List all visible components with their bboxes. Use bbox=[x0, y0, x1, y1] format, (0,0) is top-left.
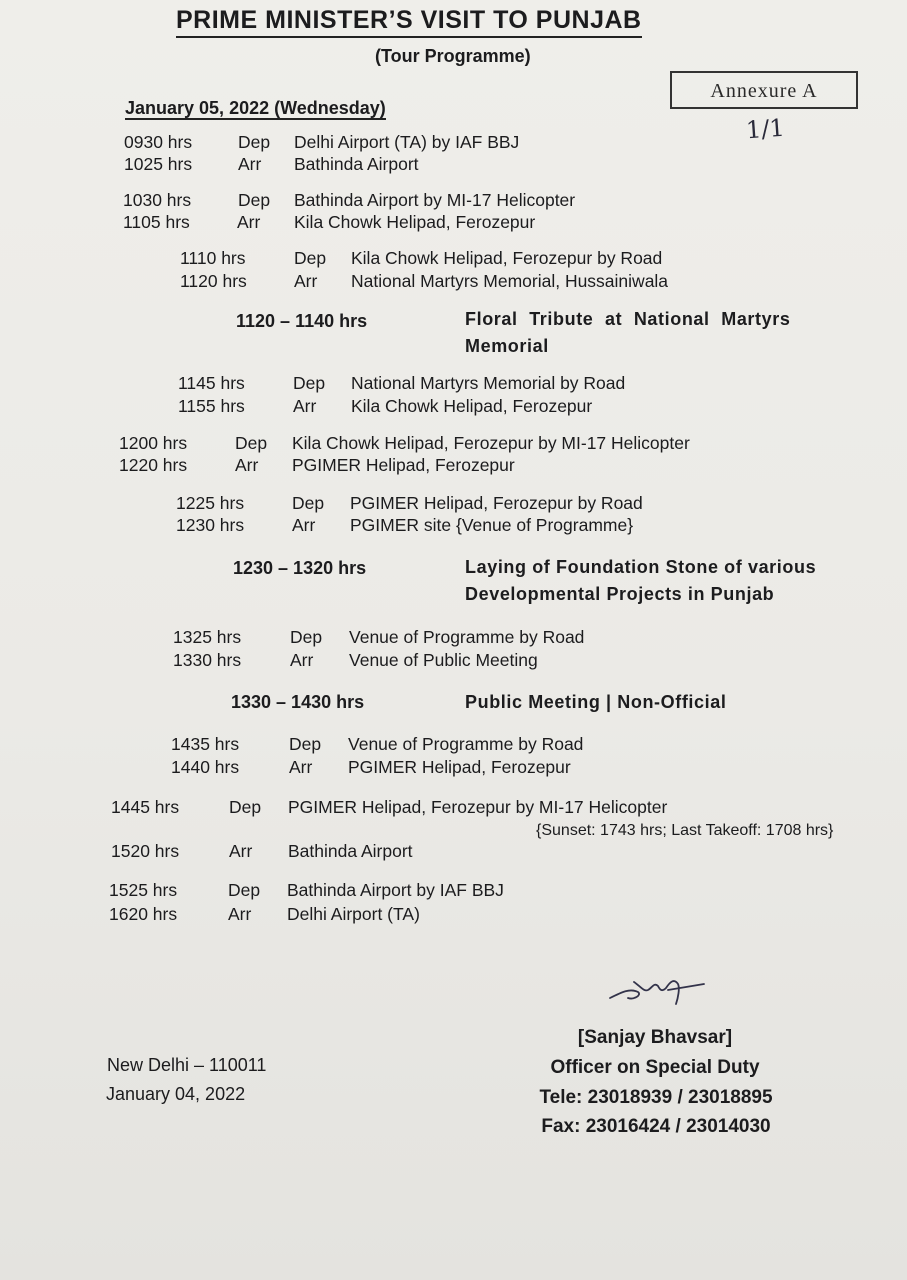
leg-time: 1525 hrs bbox=[109, 880, 178, 900]
leg-type: Dep bbox=[289, 734, 322, 754]
signatory-name: [Sanjay Bhavsar] bbox=[577, 1027, 733, 1048]
event-time: 1230 – 1320 hrs bbox=[233, 558, 367, 578]
leg-place: National Martyrs Memorial, Hussainiwala bbox=[351, 271, 669, 291]
leg-place: National Martyrs Memorial by Road bbox=[351, 373, 626, 393]
leg-type: Arr bbox=[228, 904, 252, 924]
leg-time: 1105 hrs bbox=[123, 212, 190, 232]
leg-time: 1230 hrs bbox=[176, 515, 245, 535]
leg-type: Arr bbox=[293, 396, 317, 416]
leg-time: 1225 hrs bbox=[176, 493, 245, 513]
page-mark: 1/1 bbox=[745, 113, 786, 145]
event-time: 1120 – 1140 hrs bbox=[236, 311, 368, 331]
leg-type: Dep bbox=[293, 373, 326, 393]
leg-place: Bathinda Airport by MI-17 Helicopter bbox=[294, 190, 576, 210]
leg-place: Delhi Airport (TA) bbox=[287, 904, 420, 924]
leg-type: Dep bbox=[228, 880, 261, 900]
leg-time: 1120 hrs bbox=[180, 271, 247, 291]
leg-type: Arr bbox=[294, 271, 318, 291]
leg-time: 0930 hrs bbox=[124, 132, 193, 152]
event-time: 1330 – 1430 hrs bbox=[231, 692, 365, 712]
leg-time: 1110 hrs bbox=[180, 248, 246, 268]
leg-place: Venue of Programme by Road bbox=[349, 627, 585, 647]
leg-place: PGIMER Helipad, Ferozepur by Road bbox=[350, 493, 643, 513]
leg-time: 1200 hrs bbox=[119, 433, 188, 453]
document-title: PRIME MINISTER’S VISIT TO PUNJAB bbox=[176, 6, 642, 38]
leg-place: PGIMER Helipad, Ferozepur by MI-17 Helicopter bbox=[288, 797, 668, 817]
tour-date-heading: January 05, 2022 (Wednesday) bbox=[125, 98, 386, 118]
leg-place: Kila Chowk Helipad, Ferozepur by Road bbox=[351, 248, 663, 268]
leg-type: Arr bbox=[235, 455, 259, 475]
leg-place: Bathinda Airport bbox=[294, 154, 419, 174]
leg-place: Kila Chowk Helipad, Ferozepur bbox=[351, 396, 593, 416]
leg-type: Dep bbox=[290, 627, 323, 647]
leg-place: Bathinda Airport bbox=[288, 841, 413, 861]
event-description: Public Meeting | Non-Official bbox=[465, 692, 727, 712]
event-description: Memorial bbox=[465, 336, 549, 356]
leg-type: Arr bbox=[229, 841, 253, 861]
leg-place: Venue of Programme by Road bbox=[348, 734, 584, 754]
document-subtitle: (Tour Programme) bbox=[375, 46, 531, 66]
leg-type: Dep bbox=[294, 248, 327, 268]
leg-time: 1620 hrs bbox=[109, 904, 178, 924]
signature-mark bbox=[604, 968, 714, 1008]
event-description: Developmental Projects in Punjab bbox=[465, 584, 775, 604]
leg-type: Dep bbox=[229, 797, 262, 817]
leg-time: 1220 hrs bbox=[119, 455, 188, 475]
leg-time: 1155 hrs bbox=[178, 396, 245, 416]
leg-type: Dep bbox=[238, 190, 271, 210]
footer-place: New Delhi – 110011 bbox=[107, 1055, 267, 1075]
leg-type: Arr bbox=[292, 515, 316, 535]
footer-date: January 04, 2022 bbox=[106, 1084, 246, 1104]
signatory-tele: Tele: 23018939 / 23018895 bbox=[539, 1087, 773, 1108]
leg-place: PGIMER site {Venue of Programme} bbox=[350, 515, 634, 535]
event-description: Laying of Foundation Stone of various bbox=[465, 557, 817, 577]
leg-time: 1325 hrs bbox=[173, 627, 242, 647]
leg-place: PGIMER Helipad, Ferozepur bbox=[348, 757, 571, 777]
leg-place: Venue of Public Meeting bbox=[349, 650, 538, 670]
leg-place: PGIMER Helipad, Ferozepur bbox=[292, 455, 515, 475]
leg-time: 1440 hrs bbox=[171, 757, 240, 777]
leg-place: Bathinda Airport by IAF BBJ bbox=[287, 880, 504, 900]
leg-time: 1435 hrs bbox=[171, 734, 240, 754]
event-description: Floral Tribute at National Martyrs bbox=[465, 309, 791, 329]
leg-time: 1025 hrs bbox=[124, 154, 193, 174]
leg-place: Kila Chowk Helipad, Ferozepur by MI-17 Helicopter bbox=[292, 433, 690, 453]
leg-time: 1030 hrs bbox=[123, 190, 192, 210]
leg-type: Dep bbox=[235, 433, 268, 453]
leg-place: Delhi Airport (TA) by IAF BBJ bbox=[294, 132, 520, 152]
signatory-designation: Officer on Special Duty bbox=[550, 1057, 760, 1078]
leg-time: 1520 hrs bbox=[111, 841, 180, 861]
annexure-label: Annexure A bbox=[670, 71, 858, 109]
leg-type: Arr bbox=[290, 650, 314, 670]
leg-type: Arr bbox=[238, 154, 262, 174]
leg-type: Dep bbox=[292, 493, 325, 513]
sunset-note: {Sunset: 1743 hrs; Last Takeoff: 1708 hrs} bbox=[536, 822, 834, 839]
leg-type: Arr bbox=[237, 212, 261, 232]
leg-place: Kila Chowk Helipad, Ferozepur bbox=[294, 212, 536, 232]
leg-type: Arr bbox=[289, 757, 313, 777]
leg-type: Dep bbox=[238, 132, 271, 152]
leg-time: 1145 hrs bbox=[178, 373, 245, 393]
leg-time: 1330 hrs bbox=[173, 650, 242, 670]
leg-time: 1445 hrs bbox=[111, 797, 180, 817]
signatory-fax: Fax: 23016424 / 23014030 bbox=[541, 1116, 771, 1137]
